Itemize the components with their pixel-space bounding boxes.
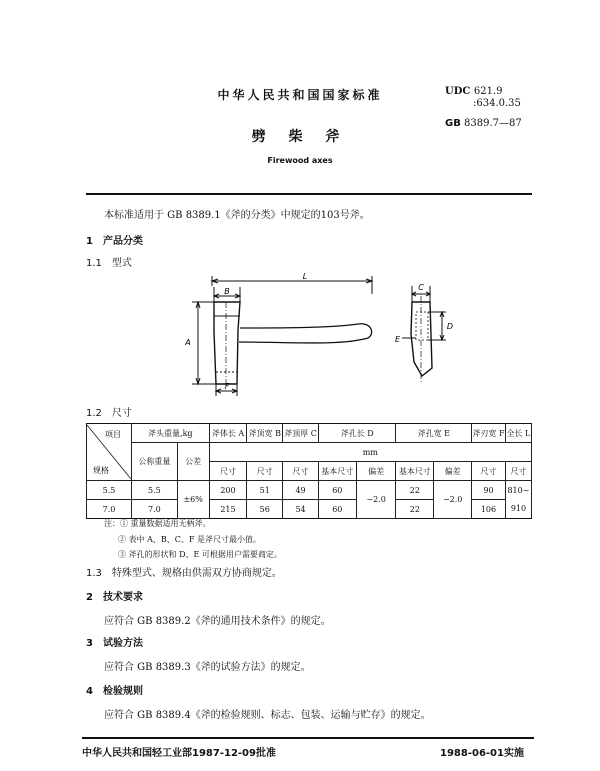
cell-A: 215: [209, 500, 247, 519]
note-1: 注：① 重量数据适用无柄斧。: [104, 519, 211, 528]
cell-spec: 5.5: [87, 481, 132, 500]
cell-L-2: 910: [505, 500, 531, 519]
header-size-C: 尺寸: [283, 462, 319, 481]
cell-A: 200: [209, 481, 247, 500]
cell-D: 60: [318, 481, 356, 500]
label-L: L: [302, 272, 308, 281]
approval-text: 中华人民共和国轻工业部1987-12-09批准: [82, 748, 276, 759]
cell-F: 106: [472, 500, 506, 519]
cell-B: 56: [247, 500, 283, 519]
footer-rule: [82, 737, 534, 739]
implementation-date: 1988-06-01实施: [440, 748, 524, 759]
table-row: [87, 481, 532, 500]
udc-code: [445, 86, 502, 98]
standard-title: 中华人民共和国国家标准: [217, 88, 383, 102]
diagonal-header: [87, 425, 131, 479]
axe-drawing: [180, 272, 480, 397]
cell-L-1: 810~: [505, 481, 531, 500]
header-B: 斧顶宽 B: [247, 424, 283, 443]
header-nominal: 公称重量: [132, 443, 178, 481]
gb-number-value: 8389.7—87: [464, 118, 522, 129]
cell-E: 22: [396, 500, 434, 519]
intro-text: 本标准适用于 GB 8389.1《斧的分类》中规定的103号斧。: [104, 210, 370, 221]
section-1-heading: 1 产品分类: [86, 236, 143, 247]
header-size-A: 尺寸: [209, 462, 247, 481]
header-size-F: 尺寸: [472, 462, 506, 481]
label-C: C: [418, 283, 424, 292]
header-C: 斧顶厚 C: [283, 424, 319, 443]
section-1-2-heading: 1.2 尺寸: [86, 408, 132, 419]
note-2: ② 表中 A、B、C、F 是斧尺寸最小值。: [118, 535, 261, 544]
unit-mm: mm: [209, 443, 531, 462]
header-E: 斧孔宽 E: [396, 424, 472, 443]
header-basic-D: 基本尺寸: [318, 462, 356, 481]
dimension-table: [86, 423, 532, 519]
header-dev-E: 偏差: [434, 462, 472, 481]
document-title-en: Firewood axes: [267, 156, 333, 165]
cell-nominal: 5.5: [132, 481, 178, 500]
header-F: 斧刃宽 F: [472, 424, 506, 443]
header-basic-E: 基本尺寸: [396, 462, 434, 481]
header-dev-D: 偏差: [356, 462, 396, 481]
header-weight: 斧头重量,kg: [132, 424, 210, 443]
label-D: D: [446, 322, 454, 331]
header-spec: 规格: [93, 466, 109, 475]
cell-nominal: 7.0: [132, 500, 178, 519]
header-D: 斧孔长 D: [318, 424, 396, 443]
section-4-body: 应符合 GB 8389.4《斧的检验规则、标志、包装、运输与贮存》的规定。: [104, 710, 431, 721]
header-L: 全长 L: [505, 424, 531, 443]
cell-F: 90: [472, 481, 506, 500]
section-3-heading: 3 试验方法: [86, 638, 143, 649]
header-rule: [86, 193, 532, 195]
section-1-1-heading: 1.1 型式: [86, 258, 132, 269]
cell-B: 51: [247, 481, 283, 500]
item-spec-header: [87, 424, 132, 481]
cell-C: 54: [283, 500, 319, 519]
note-3: ③ 斧孔的形状和 D、E 可根据用户需要商定。: [118, 550, 282, 559]
header-item: 项目: [105, 430, 121, 439]
udc-line1: 621.9: [473, 86, 503, 97]
label-F: F: [224, 382, 230, 391]
cell-spec: 7.0: [87, 500, 132, 519]
section-3-body: 应符合 GB 8389.3《斧的试验方法》的规定。: [104, 662, 311, 673]
label-A: A: [185, 338, 191, 347]
gb-prefix: GB: [445, 118, 461, 129]
label-B: B: [224, 287, 230, 296]
cell-dev-E: −2.0: [434, 481, 472, 519]
header-tolerance: 公差: [177, 443, 209, 481]
document-title: 劈 柴 斧: [251, 129, 349, 145]
cell-E: 22: [396, 481, 434, 500]
label-E: E: [394, 335, 400, 344]
header-size-B: 尺寸: [247, 462, 283, 481]
udc-label: UDC: [445, 86, 471, 97]
udc-line2: :634.0.35: [473, 98, 521, 109]
section-2-heading: 2 技术要求: [86, 592, 143, 603]
cell-C: 49: [283, 481, 319, 500]
section-2-body: 应符合 GB 8389.2《斧的通用技术条件》的规定。: [104, 616, 331, 627]
header-A: 斧体长 A: [209, 424, 247, 443]
section-1-3: 1.3 特殊型式、规格由供需双方协商规定。: [86, 568, 282, 579]
cell-tolerance: ±6%: [177, 481, 209, 519]
cell-dev-D: −2.0: [356, 481, 396, 519]
cell-D: 60: [318, 500, 356, 519]
header-size-L: 尺寸: [505, 462, 531, 481]
section-4-heading: 4 检验规则: [86, 686, 143, 697]
